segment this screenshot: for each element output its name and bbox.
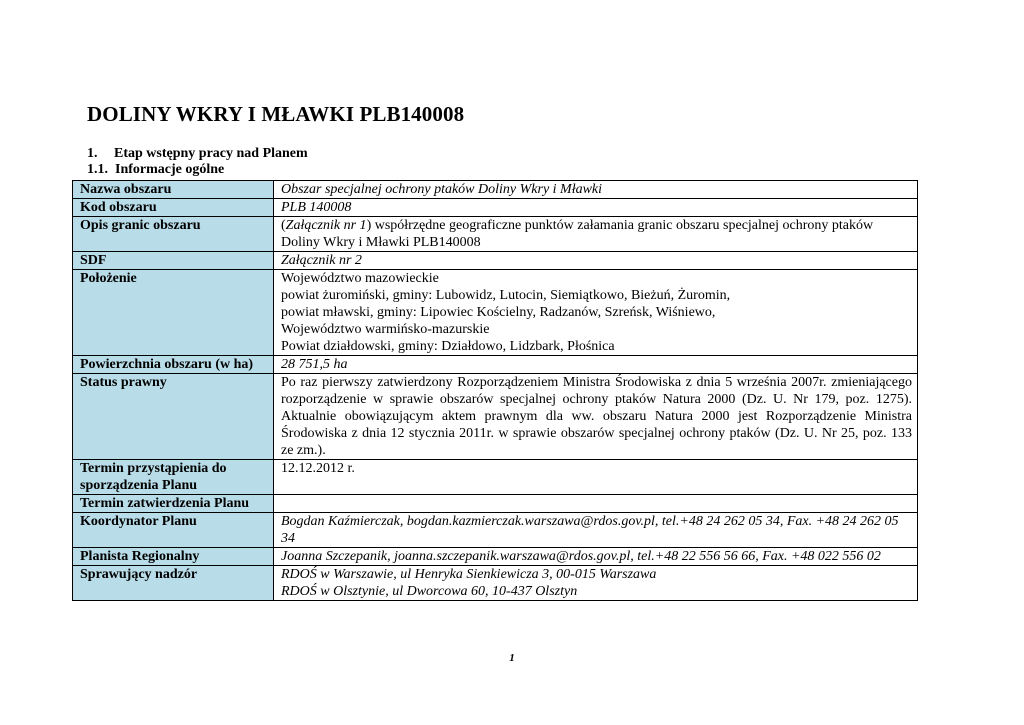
table-row xyxy=(73,566,918,601)
table-row xyxy=(73,374,918,460)
table-row xyxy=(73,217,918,252)
table-row xyxy=(73,270,918,356)
row-value: Joanna Szczepanik, joanna.szczepanik.warszawa@rdos.gov.pl, tel.+48 22 556 56 66, Fax. +48 022 556 02 xyxy=(274,548,918,566)
row-label: Kod obszaru xyxy=(73,199,274,217)
row-value: Załącznik nr 2 xyxy=(274,252,918,270)
row-label: Sprawujący nadzór xyxy=(73,566,274,601)
table-row xyxy=(73,548,918,566)
row-value: 12.12.2012 r. xyxy=(274,460,918,495)
attachment-ref: Załącznik nr 1 xyxy=(285,218,367,233)
table-row xyxy=(73,199,918,217)
location-line: Województwo warmińsko-mazurskie xyxy=(281,322,490,337)
row-value: Po raz pierwszy zatwierdzony Rozporządzeniem Ministra Środowiska z dnia 5 września 2007r. zmieniającego rozporządzenie w sprawie obszarów specjalnej ochrony ptaków Natura 2000 (Dz. U. Nr 179, poz. 1275). Aktualnie obowiązującym aktem prawnym dla ww. obszaru Natura 2000 jest Rozporządzenie Ministra Środowiska z dnia 12 stycznia 2011r. w sprawie obszarów specjalnej ochrony ptaków (Dz. U. Nr 25, poz. 133 ze zm.). xyxy=(274,374,918,460)
row-value: PLB 140008 xyxy=(274,199,918,217)
subsection-title: Informacje ogólne xyxy=(115,162,225,177)
row-label: Nazwa obszaru xyxy=(73,181,274,199)
location-line: powiat mławski, gminy: Lipowiec Kościelny, Radzanów, Szreńsk, Wiśniewo, xyxy=(281,305,716,320)
row-value: (Załącznik nr 1) współrzędne geograficzne punktów załamania granic obszaru specjalnej ochrony ptaków Doliny Wkry i Mławki PLB140008 xyxy=(274,217,918,252)
section-heading xyxy=(87,146,308,162)
location-line: Powiat działdowski, gminy: Działdowo, Lidzbark, Płośnica xyxy=(281,339,615,354)
section-number: 1. xyxy=(87,146,98,161)
row-value: Obszar specjalnej ochrony ptaków Doliny Wkry i Mławki xyxy=(274,181,918,199)
row-label: Położenie xyxy=(73,270,274,356)
location-line: powiat żuromiński, gminy: Lubowidz, Lutocin, Siemiątkowo, Bieżuń, Żuromin, xyxy=(281,288,731,303)
row-label: Planista Regionalny xyxy=(73,548,274,566)
row-value xyxy=(274,566,918,601)
row-value xyxy=(274,270,918,356)
row-label: Koordynator Planu xyxy=(73,513,274,548)
row-value: 28 751,5 ha xyxy=(274,356,918,374)
row-label: Termin zatwierdzenia Planu xyxy=(73,495,274,513)
table-row xyxy=(73,252,918,270)
row-value xyxy=(274,495,918,513)
row-label: Termin przystąpienia do sporządzenia Planu xyxy=(73,460,274,495)
supervisor-line: RDOŚ w Warszawie, ul Henryka Sienkiewicza 3, 00-015 Warszawa xyxy=(281,567,657,582)
page-number: 1 xyxy=(509,652,515,664)
location-line: Województwo mazowieckie xyxy=(281,271,439,286)
general-info-table xyxy=(72,180,918,601)
table-row xyxy=(73,181,918,199)
subsection-heading xyxy=(87,162,224,178)
table-row xyxy=(73,513,918,548)
table-row xyxy=(73,460,918,495)
page-title: DOLINY WKRY I MŁAWKI PLB140008 xyxy=(87,102,465,126)
subsection-number: 1.1. xyxy=(87,162,108,177)
row-label: Powierzchnia obszaru (w ha) xyxy=(73,356,274,374)
section-title: Etap wstępny pracy nad Planem xyxy=(114,146,308,161)
table-row xyxy=(73,495,918,513)
row-value: Bogdan Kaźmierczak, bogdan.kazmierczak.warszawa@rdos.gov.pl, tel.+48 24 262 05 34, Fax. +48 24 262 05 34 xyxy=(274,513,918,548)
supervisor-line: RDOŚ w Olsztynie, ul Dworcowa 60, 10-437 Olsztyn xyxy=(281,584,578,599)
table-row xyxy=(73,356,918,374)
boundary-description: współrzędne geograficzne punktów załamania granic obszaru specjalnej ochrony ptaków Doliny Wkry i Mławki PLB140008 xyxy=(281,218,874,250)
row-label: SDF xyxy=(73,252,274,270)
row-label: Status prawny xyxy=(73,374,274,460)
row-label: Opis granic obszaru xyxy=(73,217,274,252)
